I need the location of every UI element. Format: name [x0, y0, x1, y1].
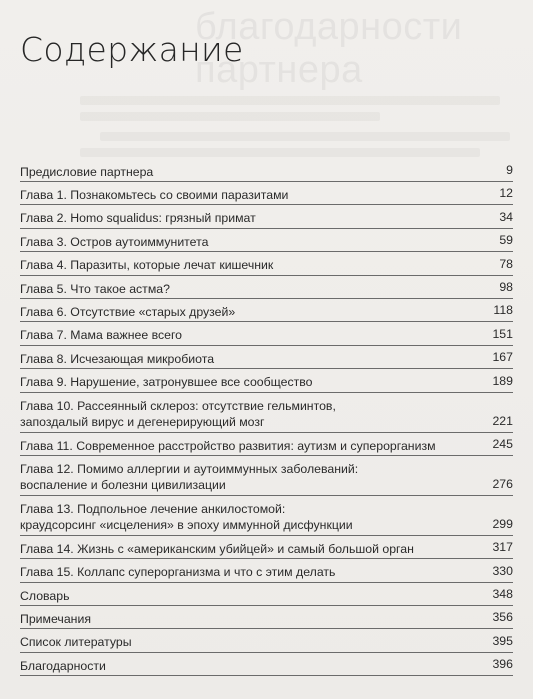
toc-entry-page-number: 167 — [492, 350, 513, 365]
show-through-line — [80, 96, 500, 105]
toc-entry-title: Примечания — [20, 612, 91, 627]
toc-entry — [20, 583, 513, 606]
table-of-contents — [20, 158, 513, 676]
toc-entry-title: Список литературы — [20, 635, 132, 650]
toc-entry-title: Глава 1. Познакомьтесь со своими паразитами — [20, 188, 289, 202]
toc-entry — [20, 606, 513, 629]
toc-entry-page-number: 151 — [492, 326, 513, 341]
toc-entry-page-number: 12 — [499, 186, 513, 201]
toc-entry-title: Предисловие партнера — [20, 165, 154, 179]
toc-entry — [20, 393, 513, 433]
toc-entry-page-number: 317 — [492, 540, 513, 555]
toc-entry-title: Благодарности — [20, 658, 106, 673]
toc-entry — [20, 433, 513, 456]
toc-entry — [20, 559, 513, 582]
toc-entry — [20, 182, 513, 205]
toc-entry-page-number: 330 — [492, 563, 513, 578]
toc-entry — [20, 369, 513, 392]
show-through-line — [100, 132, 510, 141]
toc-entry-title: Глава 10. Рассеянный склероз: отсутствие гельминтов, запоздалый вирус и дегенерирующий мозг — [20, 398, 336, 429]
show-through-line — [80, 112, 380, 121]
toc-entry-title: Глава 9. Нарушение, затронувшее все сообщество — [20, 375, 313, 390]
toc-entry-title: Глава 2. Homo squalidus: грязный примат — [20, 211, 256, 226]
toc-entry-title: Глава 6. Отсутствие «старых друзей» — [20, 304, 236, 319]
toc-entry-page-number: 78 — [499, 256, 513, 271]
toc-entry-title: Глава 3. Остров аутоиммунитета — [20, 234, 209, 249]
toc-entry-title: Глава 5. Что такое астма? — [20, 281, 170, 296]
toc-entry — [20, 299, 513, 322]
toc-entry-title: Глава 7. Мама важнее всего — [20, 328, 183, 343]
toc-entry — [20, 456, 513, 496]
toc-entry — [20, 653, 513, 676]
toc-entry-title: Глава 12. Помимо аллергии и аутоиммунных заболеваний: воспаление и болезни цивилизации — [20, 461, 359, 492]
toc-entry — [20, 629, 513, 652]
toc-entry-page-number: 189 — [492, 373, 513, 388]
toc-entry-title: Словарь — [20, 588, 70, 603]
show-through-title: благодарности партнера — [195, 6, 463, 91]
toc-entry — [20, 322, 513, 345]
toc-entry-page-number: 396 — [492, 657, 513, 672]
toc-entry-title: Глава 13. Подпольное лечение анкилостомой: краудсорсинг «исцеления» в эпоху иммунной дисфункции — [20, 501, 353, 532]
toc-entry-title: Глава 14. Жизнь с «американским убийцей» и самый большой орган — [20, 541, 414, 556]
toc-entry-page-number: 98 — [499, 279, 513, 294]
toc-entry — [20, 205, 513, 228]
toc-entry-page-number: 356 — [492, 610, 513, 625]
toc-entry-page-number: 221 — [492, 413, 513, 428]
toc-entry-page-number: 299 — [492, 516, 513, 531]
toc-entry-page-number: 34 — [499, 209, 513, 224]
toc-entry-page-number: 9 — [506, 163, 513, 177]
toc-entry-page-number: 245 — [492, 436, 513, 451]
toc-entry-title: Глава 15. Коллапс суперорганизма и что с этим делать — [20, 565, 336, 580]
toc-entry-page-number: 395 — [492, 633, 513, 648]
toc-entry — [20, 496, 513, 536]
show-through-line — [80, 148, 480, 157]
page-title: Содержание — [20, 30, 244, 69]
toc-entry — [20, 276, 513, 299]
toc-entry-page-number: 59 — [499, 233, 513, 248]
toc-entry-title: Глава 4. Паразиты, которые лечат кишечник — [20, 258, 274, 273]
toc-entry — [20, 229, 513, 252]
toc-entry-page-number: 348 — [492, 587, 513, 602]
toc-entry-page-number: 276 — [492, 476, 513, 491]
toc-entry-page-number: 118 — [493, 303, 513, 318]
toc-entry — [20, 252, 513, 275]
toc-entry — [20, 158, 513, 182]
toc-entry — [20, 346, 513, 369]
toc-entry-title: Глава 8. Исчезающая микробиота — [20, 351, 215, 366]
toc-entry-title: Глава 11. Современное расстройство развития: аутизм и суперорганизм — [20, 438, 436, 453]
toc-entry — [20, 536, 513, 559]
